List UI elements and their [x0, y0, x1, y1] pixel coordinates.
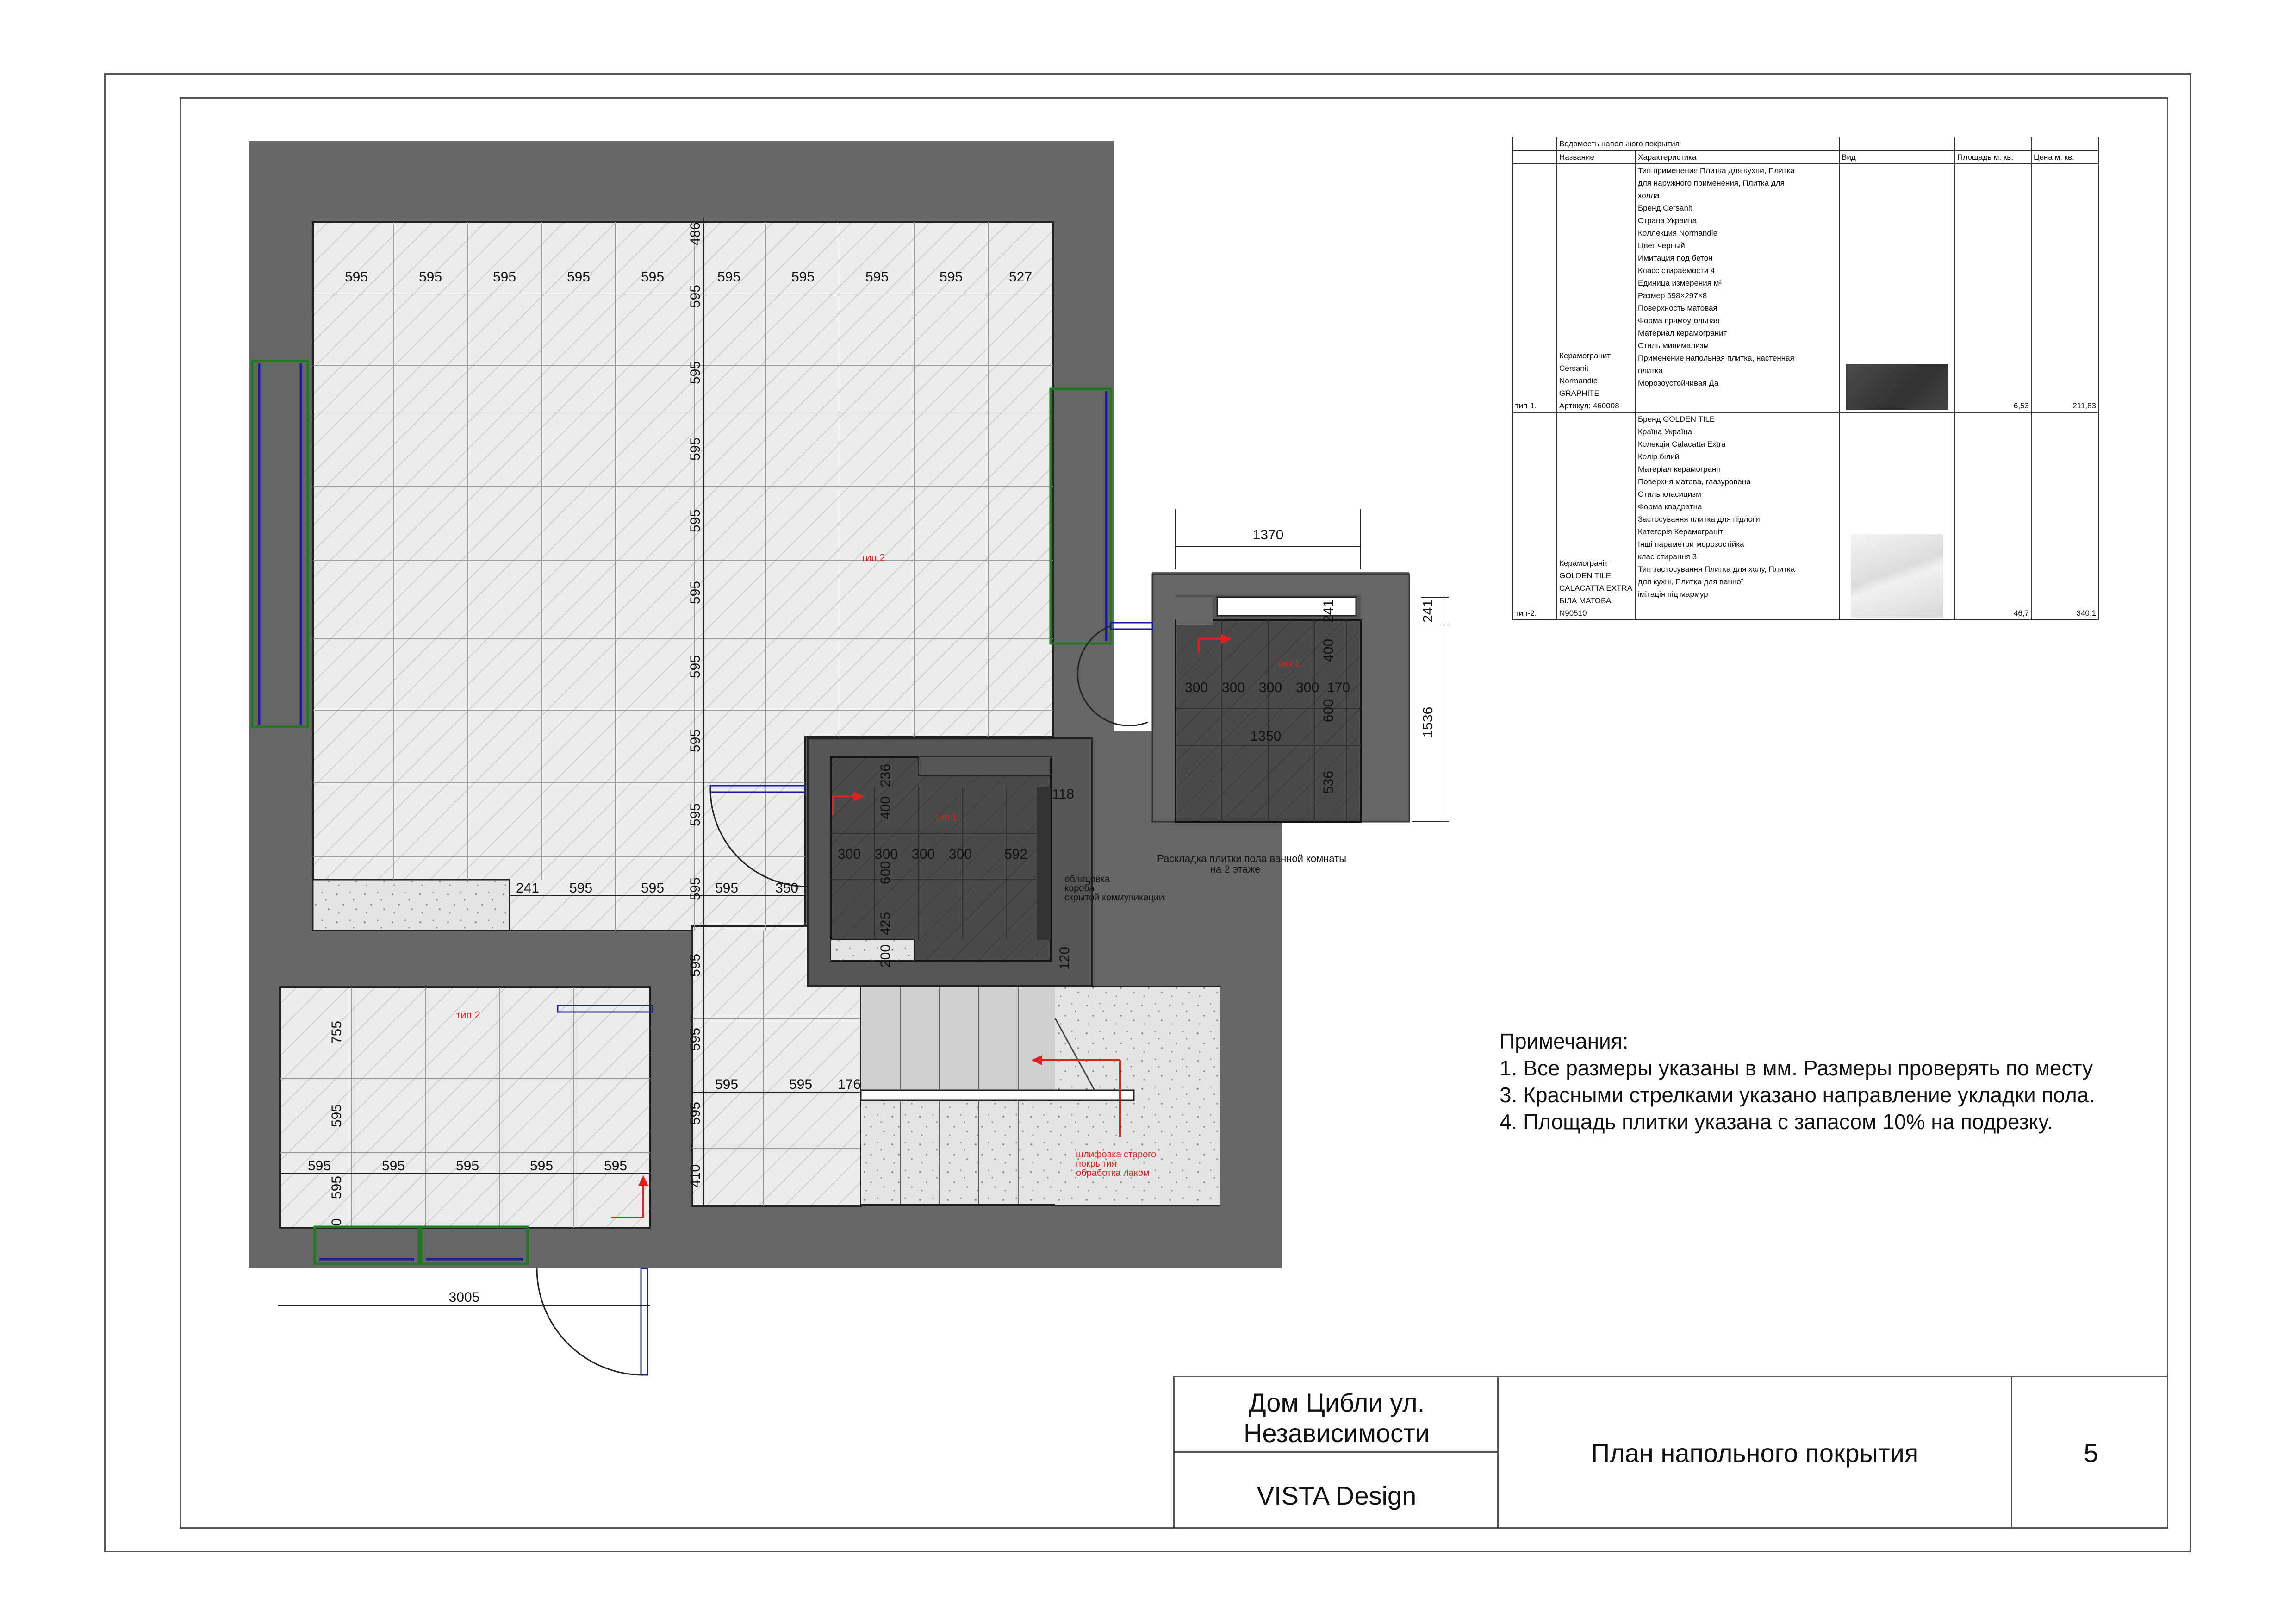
row-name: Керамогранит Cersanit Normandie GRAPHITE Артикул: 460008 — [1557, 164, 1636, 412]
dim-small-0: 595 — [307, 1158, 331, 1174]
row-characteristics: Тип применения Плитка для кухни, Плитка для наружного применения, Плитка для холла Бренд Cersanit Страна Украина Коллекция Normandie Цвет черный Имитация под бетон Класс стираемости 4 Единица измерения м² Размер 598×297×8 Поверхность матовая Форма прямоугольная Материал керамогранит Стиль минимализм Применение напольная плитка, настенная плитка Морозоустойчивая Да — [1636, 164, 1839, 412]
dim-corridor-1: 595 — [789, 1077, 813, 1092]
sheet-number: 5 — [2084, 1438, 2098, 1468]
tile-swatch-calacatta — [1851, 534, 1943, 618]
schedule-row — [1513, 164, 2098, 412]
dim-top-8: 595 — [939, 269, 963, 285]
dim-bottom-3: 595 — [715, 881, 739, 896]
dim-bath2-0: 300 — [1184, 680, 1208, 695]
row-id: тип-1. — [1513, 164, 1557, 412]
dim-bath1-vert-0: 236 — [878, 763, 893, 787]
dim-vert-1: 595 — [688, 284, 703, 308]
room-label-small: тип 2 — [456, 1009, 480, 1021]
dim-bottom-0: 241 — [516, 881, 540, 896]
bath2-caption-line2: на 2 этаже — [1210, 863, 1261, 875]
dim-top-5: 595 — [717, 269, 741, 285]
dim-bath2-vert-1: 400 — [1321, 638, 1336, 662]
col-characteristics: Характеристика — [1636, 150, 1839, 164]
dim-bath1-120: 120 — [1057, 946, 1072, 970]
dim-small-2: 595 — [455, 1158, 479, 1174]
dim-bath2-width: 1370 — [1252, 527, 1284, 543]
dim-top-9: 527 — [1008, 269, 1033, 285]
bathroom2-inset — [1152, 574, 1409, 822]
dim-vert-12: 595 — [688, 1101, 703, 1125]
row-area: 46,7 — [1955, 412, 2031, 620]
sheet-title: План напольного покрытия — [1499, 1377, 2012, 1529]
dim-bottom-2: 595 — [641, 881, 665, 896]
dim-vert-11: 595 — [688, 1027, 703, 1051]
row-swatch — [1839, 164, 1955, 412]
dim-vert-13: 410 — [688, 1164, 703, 1188]
dim-bath1-vert-2: 600 — [878, 861, 893, 885]
col-area: Площадь м. кв. — [1955, 150, 2031, 164]
notes-block — [1500, 1028, 2095, 1135]
dim-bath2-1350: 1350 — [1250, 729, 1282, 744]
dim-vert-6: 595 — [688, 655, 703, 679]
dim-small-vert-3: 0 — [329, 1218, 344, 1226]
dim-bath2-height: 1536 — [1420, 706, 1436, 738]
dim-vert-8: 595 — [688, 803, 703, 827]
dim-bath1-vert-4: 200 — [878, 944, 893, 968]
dim-vert-4: 595 — [688, 509, 703, 533]
project-name — [1175, 1377, 1499, 1458]
bath2-caption-line1: Раскладка плитки пола ванной комнаты — [1157, 853, 1347, 864]
dim-corridor-2: 176 — [837, 1077, 861, 1092]
dim-bath1-2: 300 — [911, 847, 935, 862]
dim-vert-0: 486 — [688, 222, 703, 246]
bathroom1 — [808, 738, 1092, 986]
note-item: 1. Все размеры указаны в мм. Размеры проверять по месту — [1500, 1056, 2093, 1080]
dim-bottom-1: 595 — [569, 881, 593, 896]
col-view: Вид — [1839, 150, 1955, 164]
note-item: 3. Красными стрелками указано направление укладки пола. — [1500, 1083, 2095, 1107]
dim-small-vert-2: 595 — [329, 1175, 344, 1199]
dim-small-3: 595 — [529, 1158, 554, 1174]
dim-top-6: 595 — [791, 269, 815, 285]
box-note-line3: скрытой коммуникации — [1064, 893, 1164, 903]
dim-small-vert-0: 755 — [329, 1020, 344, 1044]
dim-vert-5: 595 — [688, 581, 703, 605]
dim-bath1-118: 118 — [1052, 787, 1074, 802]
stair-note-line2: покрытия — [1076, 1159, 1117, 1169]
room-label-bath1: тип 1 — [935, 812, 957, 823]
dim-bath1-3: 300 — [948, 847, 972, 862]
col-price: Цена м. кв. — [2031, 150, 2098, 164]
dim-bath2-vert-2: 600 — [1321, 699, 1336, 723]
col-name: Название — [1557, 150, 1636, 164]
row-characteristics: Бренд GOLDEN TILE Країна Україна Колекція Calacatta Extra Колір білий Матеріал керамограніт Поверхня матова, глазурована Стиль класицизм Форма квадратна Застосування плитка для підлоги Категорія Керамограніт Інші параметри морозостійка клас стирання 3 Тип застосування Плитка для холу, Плитка для кухні, Плитка для ванної імітація під мармур — [1636, 412, 1839, 620]
row-area: 6,53 — [1955, 164, 2031, 412]
project-line1: Дом Цибли ул. — [1248, 1387, 1425, 1417]
dim-small-1: 595 — [381, 1158, 405, 1174]
dim-bath2-4: 170 — [1326, 680, 1350, 695]
note-item: 4. Площадь плитки указана с запасом 10% на подрезку. — [1500, 1110, 2053, 1134]
flooring-schedule — [1512, 137, 2098, 620]
room-label-bath2: тип 1 — [1277, 659, 1300, 669]
tile-swatch-graphite — [1846, 364, 1948, 410]
row-swatch — [1839, 412, 1955, 620]
dim-bottom-4: 350 — [775, 881, 799, 896]
stair-note-line1: шлифовка старого — [1076, 1149, 1157, 1160]
schedule-row — [1513, 412, 2098, 620]
schedule-corner — [1513, 137, 1557, 150]
divider — [1175, 1451, 1499, 1453]
dim-vert-2: 595 — [688, 361, 703, 385]
dim-bath2-1: 300 — [1221, 680, 1245, 695]
dim-top-2: 595 — [492, 269, 516, 285]
dim-bath1-vert-3: 425 — [878, 912, 893, 936]
dim-bath1-0: 300 — [837, 847, 861, 862]
row-price: 211,83 — [2031, 164, 2098, 412]
dim-top-1: 595 — [418, 269, 442, 285]
dim-top-3: 595 — [566, 269, 591, 285]
room-label-hall: тип 2 — [861, 552, 885, 563]
dim-bath1-vert-1: 400 — [878, 796, 893, 820]
row-price: 340,1 — [2031, 412, 2098, 620]
dim-vert-10: 595 — [688, 953, 703, 977]
dim-bath2-2: 300 — [1258, 680, 1282, 695]
title-block-project-cell — [1175, 1377, 1499, 1529]
dim-top-7: 595 — [865, 269, 889, 285]
dim-vert-7: 595 — [688, 729, 703, 753]
dim-bath1-1: 300 — [874, 847, 898, 862]
company-name: VISTA Design — [1257, 1480, 1417, 1510]
dim-vert-3: 595 — [688, 437, 703, 461]
dim-corridor-0: 595 — [715, 1077, 739, 1092]
dim-bath1-4: 592 — [1004, 847, 1028, 862]
dim-bath2-3: 300 — [1295, 680, 1319, 695]
dim-bath2-vert-0: 241 — [1321, 599, 1336, 623]
dim-bath2-241: 241 — [1420, 599, 1436, 623]
box-note-line1: облицовка — [1064, 874, 1110, 884]
dim-top-4: 595 — [641, 269, 665, 285]
dim-small-4: 595 — [604, 1158, 628, 1174]
project-line2: Независимости — [1243, 1418, 1430, 1448]
title-block — [1173, 1376, 2168, 1529]
dim-top-0: 595 — [344, 269, 368, 285]
stair-note-line3: обработка лаком — [1076, 1168, 1150, 1178]
box-note-line2: короба — [1064, 883, 1095, 893]
dim-small-vert-1: 595 — [329, 1104, 344, 1128]
schedule-title: Ведомость напольного покрытия — [1557, 137, 1839, 150]
dim-small-width: 3005 — [448, 1290, 480, 1305]
row-id: тип-2. — [1513, 412, 1557, 620]
dim-bath2-vert-3: 536 — [1321, 770, 1336, 794]
staircase — [861, 987, 1220, 1205]
notes-title: Примечания: — [1500, 1029, 1629, 1053]
dim-vert-9: 595 — [688, 877, 703, 901]
row-name: Керамограніт GOLDEN TILE CALACATTA EXTRA БІЛА МАТОВА N90510 — [1557, 412, 1636, 620]
